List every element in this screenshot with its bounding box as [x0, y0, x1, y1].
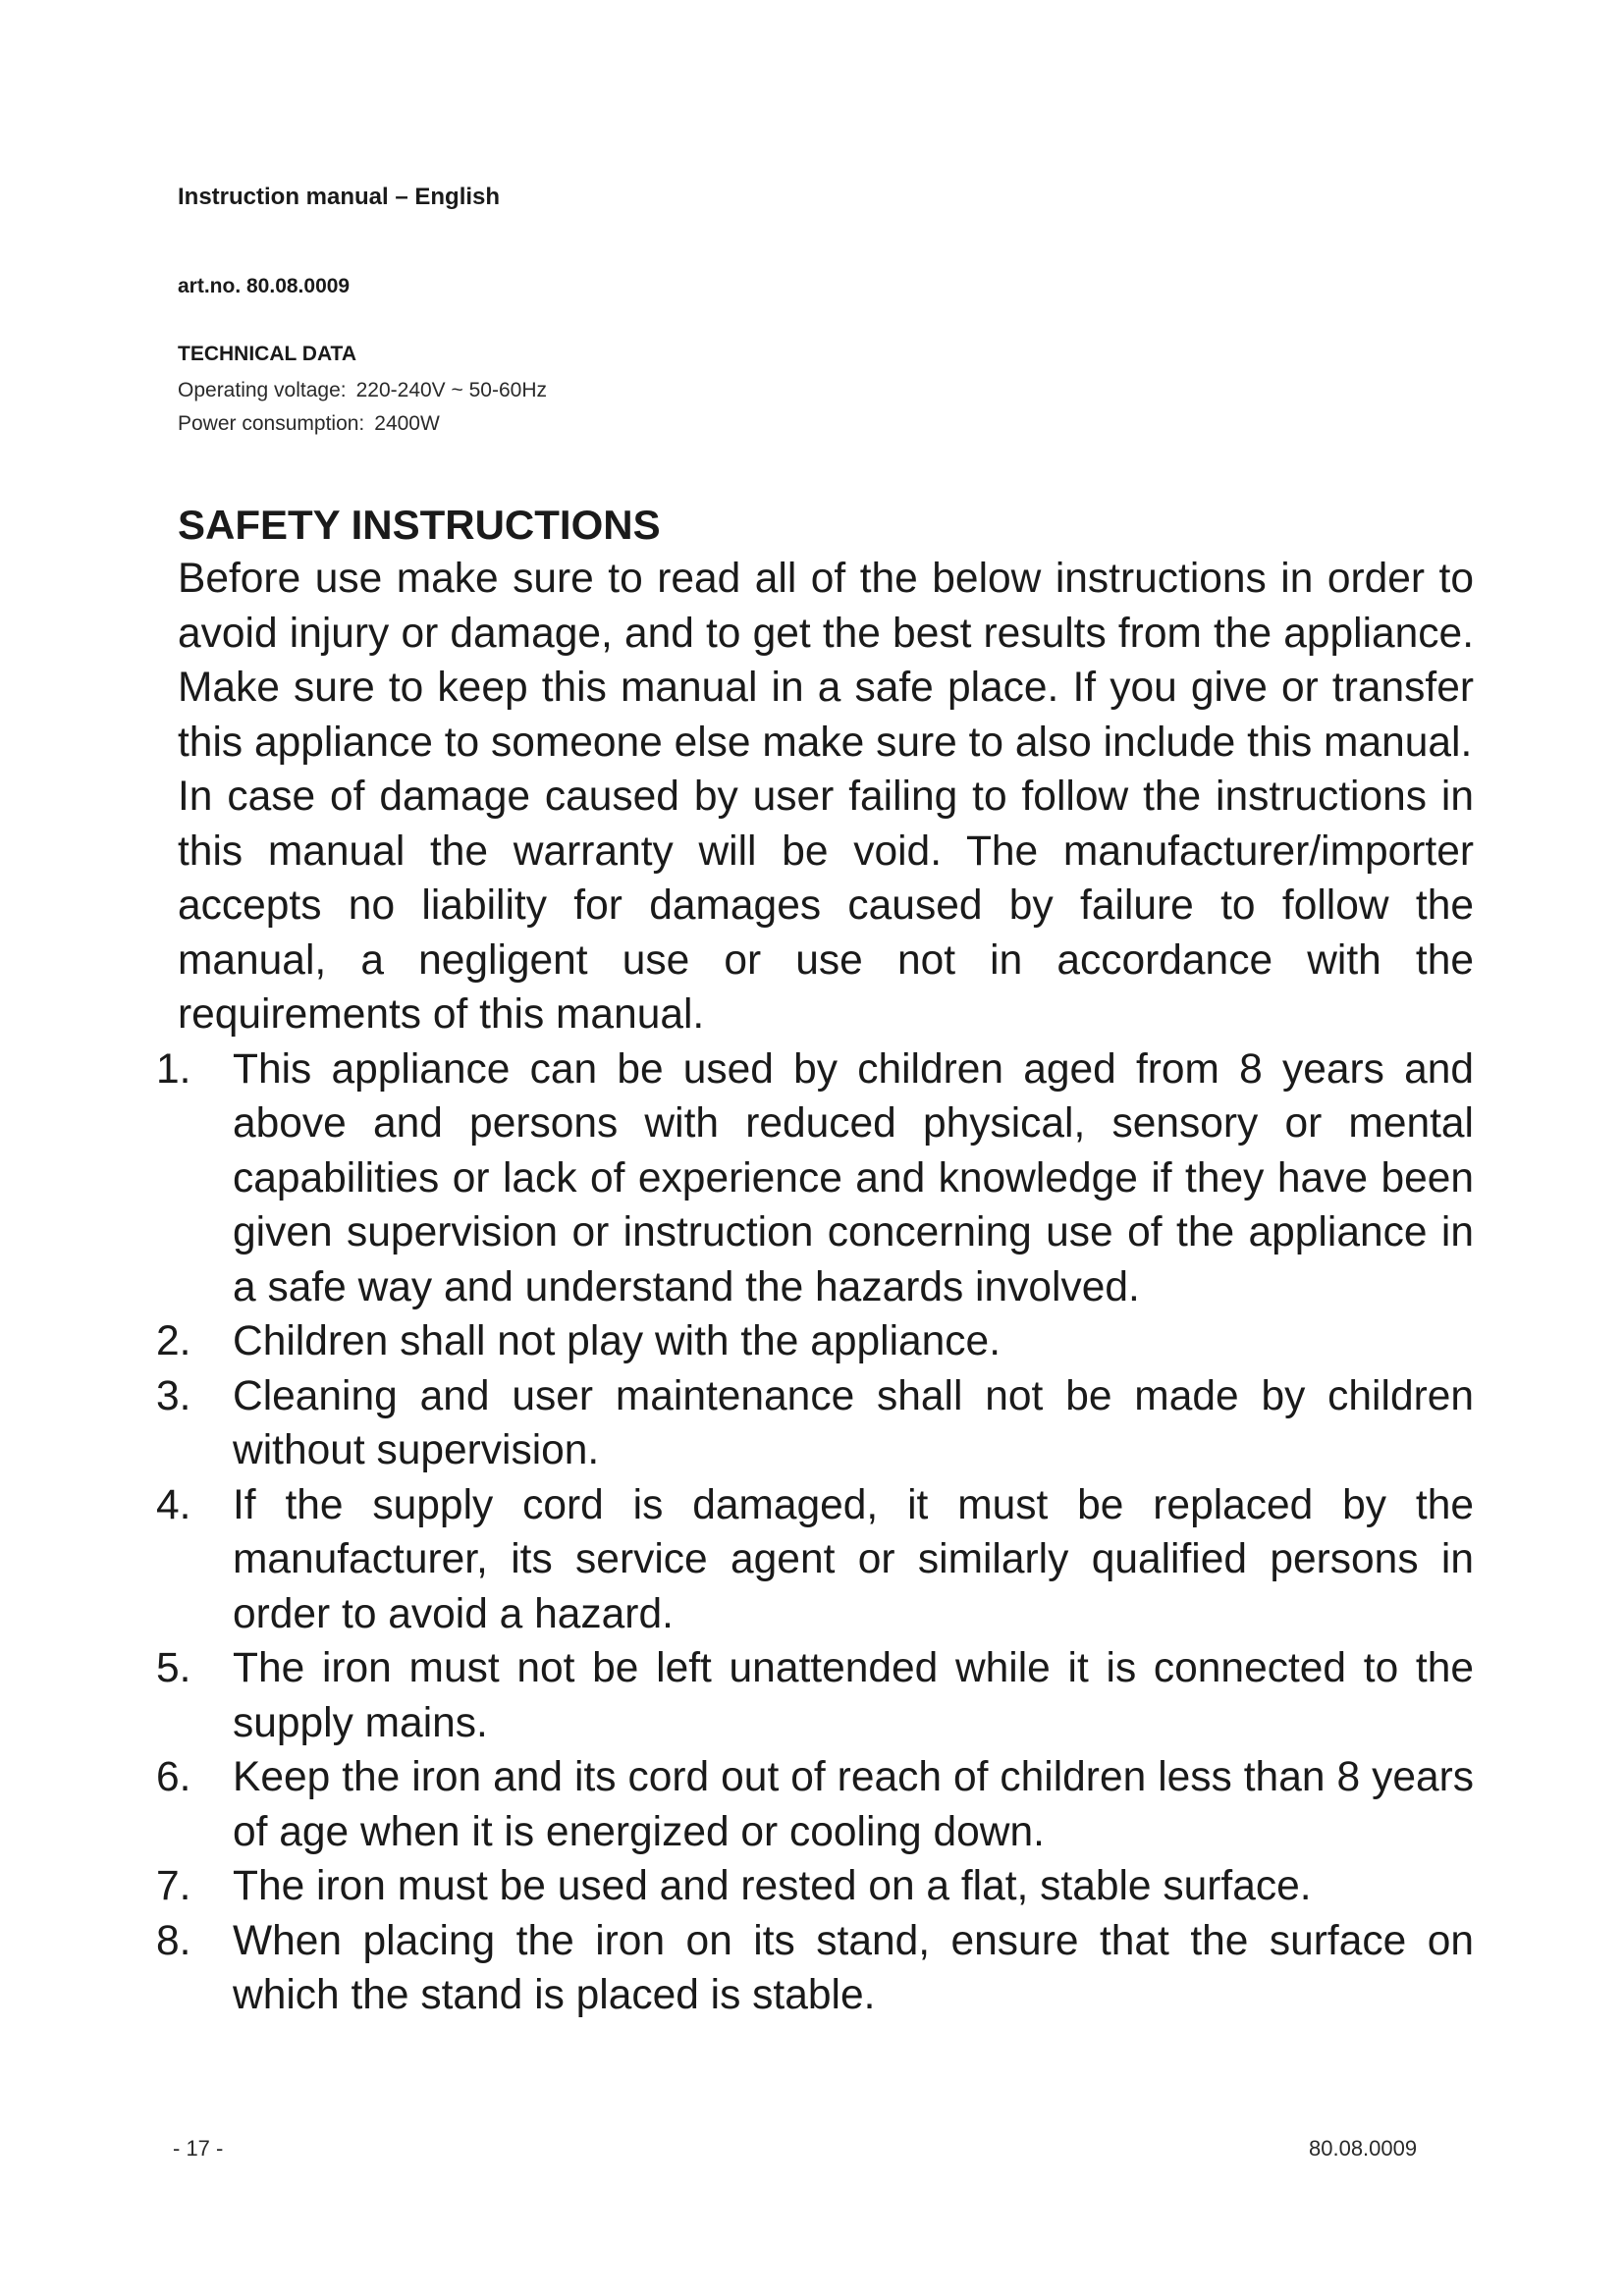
- list-item: [156, 1914, 1474, 2023]
- list-item: [156, 1042, 1474, 1315]
- list-item-number: 2.: [156, 1318, 191, 1364]
- list-item: [156, 1641, 1474, 1750]
- safety-instructions-heading: SAFETY INSTRUCTIONS: [178, 502, 661, 548]
- spec-power-consumption: [178, 410, 440, 438]
- article-number: art.no. 80.08.0009: [178, 275, 351, 297]
- instruction-list: [156, 1042, 1474, 2023]
- list-item-number: 3.: [156, 1372, 191, 1419]
- warranty-paragraph: In case of damage caused by user failing to follow the instructions in this manual the warranty will be void. The manufacturer/importer accepts no liability for damages caused by failure to follow the manual, a negligent use or use not in accordance with the requirements of this manual.: [178, 774, 1474, 1038]
- page-number: - 17 -: [173, 2136, 224, 2161]
- list-item: [156, 1369, 1474, 1478]
- spec-value: 220-240V ~ 50-60Hz: [355, 379, 547, 401]
- spec-operating-voltage: [178, 377, 547, 404]
- list-item-text: The iron must not be left unattended while it is connected to the supply mains.: [233, 1645, 1474, 1746]
- list-item: [156, 1859, 1474, 1914]
- footer-article-number: 80.08.0009: [1309, 2136, 1418, 2161]
- list-item-number: 8.: [156, 1917, 191, 1964]
- list-item: [156, 1478, 1474, 1642]
- spec-label: Operating voltage:: [178, 379, 347, 401]
- intro-paragraph: Before use make sure to read all of the below instructions in order to avoid injury or damage, and to get the best results from the appliance. Make sure to keep this manual in a safe place. If you give or transfer this appliance to someone else make sure to also include this manual.: [178, 556, 1474, 766]
- list-item-text: Keep the iron and its cord out of reach of children less than 8 years of age when it is energized or cooling down.: [233, 1754, 1474, 1855]
- list-item-number: 4.: [156, 1481, 191, 1528]
- list-item-number: 1.: [156, 1045, 191, 1093]
- list-item-text: If the supply cord is damaged, it must be replaced by the manufacturer, its service agent or similarly qualified persons in order to avoid a hazard.: [233, 1481, 1474, 1637]
- list-item-number: 5.: [156, 1645, 191, 1691]
- spec-label: Power consumption:: [178, 412, 365, 435]
- list-item-text: Cleaning and user maintenance shall not be made by children without supervision.: [233, 1372, 1474, 1473]
- list-item-number: 6.: [156, 1754, 191, 1800]
- list-item-number: 7.: [156, 1863, 191, 1909]
- list-item-text: The iron must be used and rested on a flat, stable surface.: [233, 1863, 1312, 1909]
- spec-value: 2400W: [374, 412, 440, 435]
- document-title: Instruction manual – English: [178, 184, 501, 210]
- technical-data-heading: TECHNICAL DATA: [178, 343, 356, 365]
- list-item-text: Children shall not play with the appliance.: [233, 1318, 1001, 1364]
- safety-instructions-body: [156, 552, 1474, 2023]
- list-item: [156, 1314, 1474, 1369]
- list-item-text: This appliance can be used by children aged from 8 years and above and persons with reduced physical, sensory or mental capabilities or lack of experience and knowledge if they have been given supervision or instruction concerning use of the appliance in a safe way and understand the hazards involved.: [233, 1045, 1474, 1310]
- list-item: [156, 1750, 1474, 1859]
- list-item-text: When placing the iron on its stand, ensure that the surface on which the stand is placed is stable.: [233, 1917, 1474, 2018]
